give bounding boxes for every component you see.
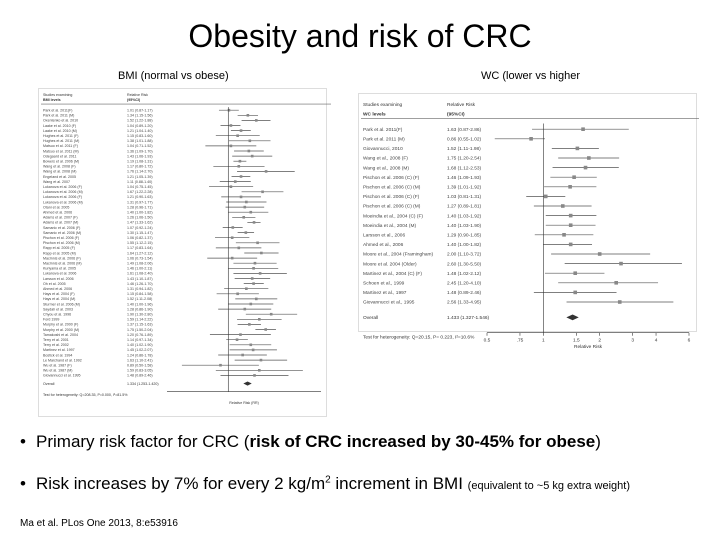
rr-value: 1.68 (1.12-2.53) <box>447 166 482 172</box>
rr-value: 1.75 (1.50-2.04) <box>127 327 153 332</box>
point-estimate <box>241 354 244 357</box>
rr-value: 1.48 (1.02-2.12) <box>447 271 482 277</box>
point-estimate <box>231 236 234 239</box>
study-label: Murphy et al. 2000 (M) <box>43 327 80 332</box>
point-estimate <box>569 243 573 247</box>
rr-value: 2.56 (1.33-4.95) <box>447 300 482 306</box>
point-estimate <box>619 262 623 266</box>
rr-value: 1.17 (0.83-1.64) <box>127 246 153 251</box>
study-label: Pischon et al. 2006 (F) <box>43 235 80 240</box>
study-label: Adams et al. 2007 (F) <box>43 215 78 220</box>
bmi-caption: BMI (normal vs obese) <box>118 70 229 82</box>
rr-value: 1.52 (1.22-1.88) <box>127 118 153 123</box>
study-label: Le Marchand et al. 1992 <box>43 358 82 363</box>
point-estimate <box>249 344 252 347</box>
point-estimate <box>236 338 239 341</box>
x-tick-label: 6 <box>687 338 691 344</box>
study-label: Rapp et al. 2005 (F) <box>43 246 75 251</box>
study-label: Hays et al. 2004 (M) <box>43 297 76 302</box>
study-label: Pischon et al. 2006 (M) <box>43 241 80 246</box>
rr-value: 1.55 (1.12-2.15) <box>127 241 153 246</box>
point-estimate <box>576 147 580 151</box>
point-estimate <box>236 134 239 137</box>
study-label: Terry et al. 2002 <box>43 343 69 348</box>
study-label: Bowers et al. 2006 (M) <box>43 159 80 164</box>
point-estimate <box>260 252 263 255</box>
point-estimate <box>254 262 257 265</box>
study-label: Saydah et al. 2003 <box>43 307 73 312</box>
rr-value: 2.60 (1.30-5.50) <box>447 262 482 268</box>
rr-value: 1.61 (1.08-2.40) <box>127 271 153 276</box>
point-estimate <box>618 300 622 304</box>
x-tick-label: 0.5 <box>483 338 491 344</box>
rr-value: 1.48 (0.89-2.46) <box>127 373 153 378</box>
study-label: Hays et al. 2004 (F) <box>43 292 75 297</box>
wc-caption: WC (lower vs higher <box>481 70 581 82</box>
bullet-1-bold: risk of CRC increased by 30-45% for obese <box>249 432 596 451</box>
rr-value: 1.31 (0.97-1.77) <box>127 200 153 205</box>
study-label: Ahmed et al., 2006 <box>363 243 404 249</box>
point-estimate <box>264 328 267 331</box>
study-label: Ford 1999 <box>43 317 60 322</box>
rr-value: 1.37 (1.15-1.63) <box>127 322 153 327</box>
rr-value: 1.90 (1.30-2.80) <box>127 312 153 317</box>
point-estimate <box>251 277 254 280</box>
rr-value: 1.06 (0.82-1.37) <box>127 235 153 240</box>
header-studies: Studies examining <box>43 93 73 97</box>
rr-value: 1.01 (0.87-1.17) <box>127 108 153 113</box>
header-rr: Relative Risk <box>127 93 148 97</box>
point-estimate <box>568 185 572 189</box>
rr-value: 1.15 (0.83-1.60) <box>127 133 153 138</box>
bullet-2-sup: 2 <box>325 474 331 486</box>
study-label: Ahmed et al. 2006 <box>43 286 73 291</box>
header-studies-sub: WC levels <box>363 112 386 118</box>
point-estimate <box>239 160 242 163</box>
study-label: Hughes et al. 2011 (M) <box>43 139 80 144</box>
rr-value: 1.06 (0.73-1.54) <box>127 256 153 261</box>
study-label: Lukanova et al. 2006 (M) <box>43 190 83 195</box>
rr-value: 1.36 (1.09-1.70) <box>127 149 153 154</box>
rr-value: 1.07 (0.92-1.24) <box>127 225 153 230</box>
point-estimate <box>245 287 248 290</box>
study-label: Ahmed et al. 2006 <box>43 210 73 215</box>
x-tick-label: 1.5 <box>572 338 580 344</box>
x-tick-label: 2 <box>598 338 602 344</box>
rr-value: 1.21 (1.04-1.40) <box>127 128 153 133</box>
point-estimate <box>248 323 251 326</box>
rr-value: 1.52 (1.11-1.98) <box>447 147 481 153</box>
rr-value: 1.21 (1.05-1.39) <box>127 174 153 179</box>
point-estimate <box>249 303 252 306</box>
bullet-2-mid: increment in BMI <box>330 474 468 493</box>
study-label: Laake et al. 2010 (F) <box>43 123 77 128</box>
study-label: Lukanova et al. 2006 (F) <box>43 184 82 189</box>
rr-value: 1.03 (0.81-1.31) <box>447 195 482 201</box>
study-label: Pischon et al. 2006 (C) (M) <box>363 204 421 210</box>
citation: Ma et al. PLos One 2013, 8:e53916 <box>20 518 178 529</box>
rr-value: 1.04 (0.71-1.52) <box>127 144 153 149</box>
rr-value: 1.46 (1.00-2.11) <box>127 266 153 271</box>
study-label: Larsson et al. 2006 <box>43 276 74 281</box>
study-label: Murphy et al. 2000 (F) <box>43 322 79 327</box>
study-label: Laake et al. 2010 (M) <box>43 128 77 133</box>
bmi-forest-plot <box>38 88 327 417</box>
rr-value: 1.20 (0.76-1.89) <box>127 332 153 337</box>
point-estimate <box>259 272 262 275</box>
point-estimate <box>261 191 264 194</box>
study-label: Park et al. 2011 (M) <box>363 137 405 143</box>
x-tick-label: 4 <box>654 338 658 344</box>
rr-value: 1.11 (0.88-1.40) <box>127 179 153 184</box>
study-label: Otani et al. 2005 <box>43 205 70 210</box>
bullet-2 <box>20 474 710 494</box>
point-estimate <box>232 226 235 229</box>
study-label: Park et al. 2011 (M) <box>43 113 75 118</box>
wc-forest-plot <box>358 93 697 350</box>
study-label: Matsuo et al. 2011 (F) <box>43 144 78 149</box>
study-label: Moore et al. 2004 (Older) <box>363 262 417 268</box>
point-estimate <box>234 180 237 183</box>
slide-title: Obesity and risk of CRC <box>188 18 532 54</box>
study-label: Wang et al., 2008 (F) <box>363 156 408 162</box>
point-estimate <box>561 204 565 208</box>
rr-value: 1.40 (1.00-1.82) <box>127 210 153 215</box>
study-label: Matsuo et al. 2011 (M) <box>43 149 79 154</box>
rr-value: 1.46 (1.09-1.93) <box>447 175 482 181</box>
study-label: Lukanova et al. 2006 <box>43 271 77 276</box>
point-estimate <box>529 137 533 141</box>
point-estimate <box>569 223 573 227</box>
point-estimate <box>614 281 618 285</box>
header-rr-sub: (95%CI) <box>127 98 141 103</box>
point-estimate <box>236 293 239 296</box>
rr-value: 1.34 (1.15-1.56) <box>127 113 153 118</box>
rr-value: 1.38 (1.01-1.88) <box>127 139 153 144</box>
study-label: Oh et al. 2005 <box>43 281 66 286</box>
study-label: Giovannucci, 2010 <box>363 147 403 153</box>
point-estimate <box>252 282 255 285</box>
overall-diamond <box>566 314 578 320</box>
header-rr: Relative Risk <box>447 103 475 108</box>
point-estimate <box>253 374 256 377</box>
rr-value: 1.43 (1.10-1.87) <box>127 276 153 281</box>
rr-value: 1.45 (1.02-2.07) <box>127 348 153 353</box>
study-label: Oxentenko et al. 2010 <box>43 118 79 123</box>
study-label: Rapp et al. 2005 (M) <box>43 251 76 256</box>
point-estimate <box>562 233 566 237</box>
rr-value: 1.21 (0.90-1.63) <box>127 195 153 200</box>
rr-value: 1.49 (1.08-2.06) <box>127 261 153 266</box>
rr-value: 2.45 (1.20-4.10) <box>447 281 482 287</box>
study-label: Moeindia et al., 2004 (M) <box>363 223 417 229</box>
rr-value: 1.63 (1.10-2.41) <box>127 358 153 363</box>
bullet-1-text: Primary risk factor for CRC ( <box>36 432 250 451</box>
point-estimate <box>544 195 548 199</box>
point-estimate <box>584 166 588 170</box>
point-estimate <box>243 308 246 311</box>
x-axis-title: Relative Risk (RR) <box>229 401 259 405</box>
rr-value: 1.43 (1.06-1.93) <box>127 154 153 159</box>
point-estimate <box>247 114 250 117</box>
study-label: Martinez et al., 1997 <box>363 291 407 297</box>
rr-value: 1.46 (1.26-1.70) <box>127 281 153 286</box>
point-estimate <box>240 175 243 178</box>
point-estimate <box>253 221 256 224</box>
rr-value: 0.89 (0.50-1.58) <box>127 363 153 368</box>
rr-value: 1.04 (0.75-1.45) <box>127 184 153 189</box>
study-label: Wang et al. 2008 (F) <box>43 164 76 169</box>
study-label: Pischon et al. 2006 (C) (M) <box>363 185 421 191</box>
point-estimate <box>230 185 233 188</box>
study-label: Chyou et al. 1996 <box>43 312 72 317</box>
rr-value: 1.64 (1.27-2.12) <box>127 251 153 256</box>
point-estimate <box>252 267 255 270</box>
rr-value: 1.75 (1.20-2.54) <box>447 156 482 162</box>
point-estimate <box>245 201 248 204</box>
point-estimate <box>255 298 258 301</box>
rr-value: 1.67 (1.22-2.28) <box>127 190 153 195</box>
bullet-1-end: ) <box>595 432 601 451</box>
study-label: Wang et al. 2007 <box>43 179 71 184</box>
point-estimate <box>270 313 273 316</box>
study-label: Wu et al. 1987 (M) <box>43 368 73 373</box>
point-estimate <box>255 119 258 122</box>
point-estimate <box>237 247 240 250</box>
point-estimate <box>240 196 243 199</box>
rr-value: 1.52 (1.11-2.08) <box>127 297 153 302</box>
point-estimate <box>569 214 573 218</box>
rr-value: 1.15 (0.84-1.58) <box>127 292 153 297</box>
rr-value: 1.76 (1.14-2.70) <box>127 169 153 174</box>
rr-value: 1.59 (0.83-3.05) <box>127 368 153 373</box>
point-estimate <box>240 129 243 132</box>
study-label: Sturmer et al. 2006 (M) <box>43 302 80 307</box>
point-estimate <box>573 271 577 275</box>
point-estimate <box>256 242 259 245</box>
study-label: Odegaard et al. 2011 <box>43 154 77 159</box>
study-label: Schoen et al., 1999 <box>363 281 405 287</box>
rr-value: 1.14 (0.97-1.34) <box>127 337 153 342</box>
bullet-2-text: Risk increases by 7% for every 2 kg/m <box>36 474 326 493</box>
rr-value: 1.24 (0.86-1.78) <box>127 353 153 358</box>
study-label: Lukanova et al. 2006 (F) <box>43 195 82 200</box>
heterogeneity-test: Test for heterogeneity: Q=208.35, P=0.000, I²=81.5% <box>43 393 128 398</box>
point-estimate <box>230 124 233 127</box>
study-label: Park et al. 2011(F) <box>363 127 403 133</box>
study-label: MacInnis et al. 2006 (M) <box>43 261 82 266</box>
study-label: Giovannucci et al., 1995 <box>363 300 415 306</box>
rr-value: 1.39 (1.01-1.92) <box>447 185 482 191</box>
rr-value: 1.40 (1.00-1.96) <box>127 302 153 307</box>
point-estimate <box>231 257 234 260</box>
study-label: Wang et al., 2008 (M) <box>363 166 409 172</box>
point-estimate <box>230 145 233 148</box>
header-rr-sub: (95%CI) <box>447 112 465 118</box>
header-studies-sub: BMI levels <box>43 98 61 103</box>
rr-value: 1.30 (1.15-1.47) <box>127 230 153 235</box>
point-estimate <box>598 252 602 256</box>
point-estimate <box>249 211 252 214</box>
study-label: Hughes et al. 2011 (F) <box>43 133 79 138</box>
bullet-list <box>20 432 710 516</box>
point-estimate <box>581 127 585 131</box>
point-estimate <box>251 155 254 158</box>
rr-value: 0.86 (0.55-1.02) <box>447 137 482 143</box>
study-label: Park et al. 2011(F) <box>43 108 73 113</box>
point-estimate <box>260 359 263 362</box>
bmi-forest-plot-svg <box>39 89 326 416</box>
rr-value: 2.00 (1.10-3.72) <box>447 252 482 258</box>
rr-value: 1.40 (1.00-1.82) <box>447 243 482 249</box>
study-label: Terry et al. 2001 <box>43 337 69 342</box>
study-label: Samanic et al. 2006 (M) <box>43 230 82 235</box>
point-estimate <box>248 150 251 153</box>
point-estimate <box>572 175 576 179</box>
study-label: Lukanova et al. 2006 (M) <box>43 200 83 205</box>
point-estimate <box>258 369 261 372</box>
point-estimate <box>249 140 252 143</box>
study-label: Samanic et al. 2006 (F) <box>43 225 81 230</box>
point-estimate <box>587 156 591 160</box>
wc-forest-plot-svg <box>359 94 696 350</box>
rr-value: 1.04 (0.89-1.20) <box>127 123 153 128</box>
rr-value: 1.48 (0.89-2.46) <box>447 291 482 297</box>
study-label: Tamakoshi et al. 2004 <box>43 332 78 337</box>
heterogeneity-test: Test for heterogeneity: Q=20.15, P= 0.223, I²=10.6% <box>363 335 475 341</box>
rr-value: 1.59 (1.14-2.22) <box>127 317 153 322</box>
study-label: Pischon et al. 2006 (C) (F) <box>363 175 420 181</box>
study-label: Moeindia et al., 2004 (C) (F) <box>363 214 423 220</box>
study-label: Pischon et al. 2006 (C) (F) <box>363 195 420 201</box>
study-label: Engeland et al. 2005 <box>43 174 76 179</box>
study-label: Martinez et al. 1997 <box>43 348 75 353</box>
study-label: Martinez et al., 2004 (C) (F) <box>363 271 422 277</box>
rr-value: 1.17 (0.80-1.72) <box>127 164 153 169</box>
study-label: Larsson et al., 2006 <box>363 233 406 239</box>
rr-value: 1.28 (0.96-1.71) <box>127 205 153 210</box>
study-label: Wu et al. 1987 (F) <box>43 363 72 368</box>
rr-value: 1.27 (0.89-1.81) <box>447 204 482 210</box>
overall-label: Overall <box>363 316 379 322</box>
rr-value: 1.28 (0.86-1.90) <box>127 307 153 312</box>
bullet-1 <box>20 432 710 452</box>
study-label: Bostick et al. 1994 <box>43 353 73 358</box>
rr-value: 1.29 (0.90-1.85) <box>447 233 482 239</box>
rr-value: 1.40 (1.03-1.90) <box>447 223 482 229</box>
point-estimate <box>258 318 261 321</box>
overall-value: 1.433 (1.327-1.546) <box>447 316 490 322</box>
study-label: Wang et al. 2008 (M) <box>43 169 77 174</box>
point-estimate <box>242 216 245 219</box>
point-estimate <box>265 170 268 173</box>
study-label: Giovannucci et al. 1995 <box>43 373 81 378</box>
point-estimate <box>245 231 248 234</box>
study-label: Adams et al. 2007 (M) <box>43 220 79 225</box>
rr-value: 1.19 (1.08-1.31) <box>127 159 153 164</box>
x-tick-label: .75 <box>516 338 524 344</box>
point-estimate <box>237 165 240 168</box>
point-estimate <box>252 349 255 352</box>
header-studies: Studies examining <box>363 103 403 108</box>
rr-value: 1.26 (1.06-1.50) <box>127 215 153 220</box>
study-label: Kuriyama et al. 2005 <box>43 266 76 271</box>
rr-value: 1.63 (0.87-2.86) <box>447 127 482 133</box>
point-estimate <box>239 333 242 336</box>
overall-value: 1.334 (1.253-1.420) <box>127 381 159 386</box>
rr-value: 1.40 (1.02-1.90) <box>127 343 153 348</box>
point-estimate <box>243 206 246 209</box>
study-label: MacInnis et al. 2006 (F) <box>43 256 81 261</box>
x-axis-title: Relative Risk <box>574 344 602 350</box>
rr-value: 1.47 (1.33-1.62) <box>127 220 153 225</box>
overall-label: Overall <box>43 381 55 386</box>
overall-diamond <box>243 381 251 385</box>
bullet-2-note: (equivalent to ~5 kg extra weight) <box>467 480 631 492</box>
rr-value: 1.31 (0.94-1.82) <box>127 286 153 291</box>
x-tick-label: 3 <box>631 338 634 344</box>
point-estimate <box>219 364 222 367</box>
point-estimate <box>573 291 577 295</box>
rr-value: 1.40 (1.03-1.92) <box>447 214 482 220</box>
x-tick-label: 1 <box>542 338 545 344</box>
study-label: Moore et al., 2004 (Framingham) <box>363 252 434 258</box>
